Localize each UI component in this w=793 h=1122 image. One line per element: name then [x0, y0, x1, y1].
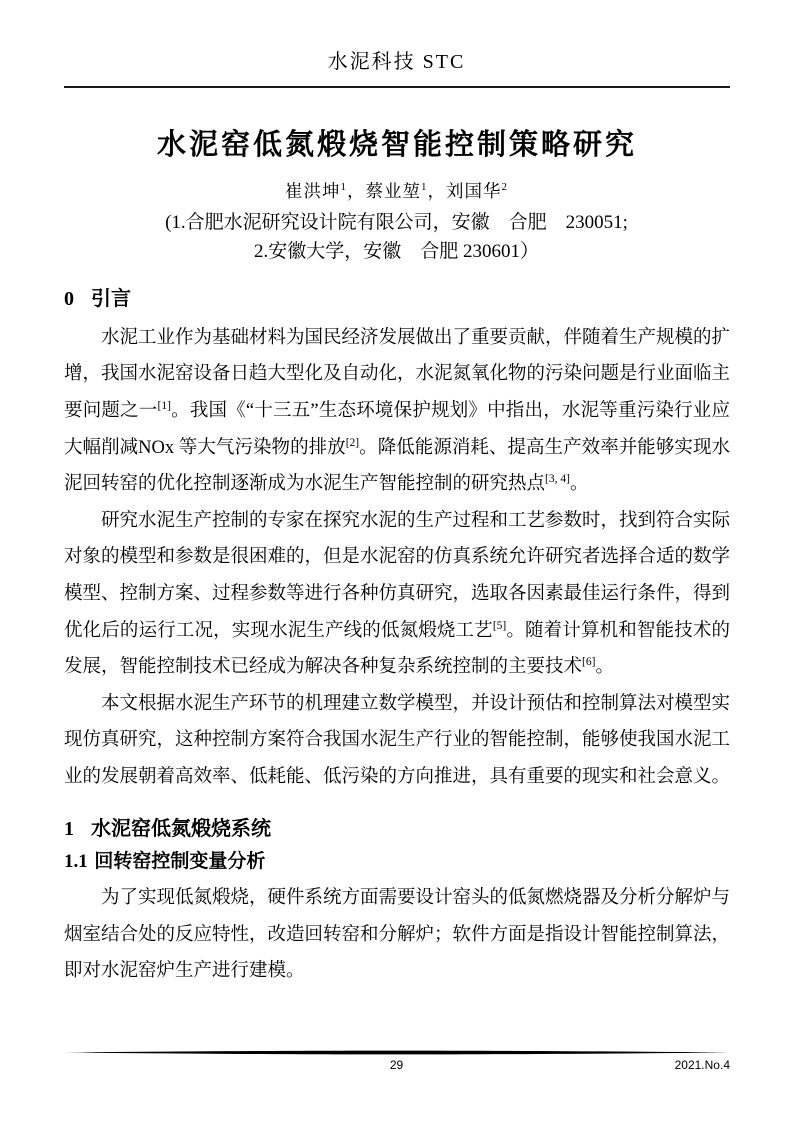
paragraph-intro-1 [64, 320, 730, 503]
text-segment: ， [427, 180, 446, 201]
text-segment: 刘国华 [446, 180, 502, 201]
paragraph-intro-2 [64, 503, 730, 686]
reference-superscript: [6] [582, 655, 596, 668]
footer-divider [63, 1050, 730, 1055]
section-number: 0 [64, 287, 74, 310]
page-footer [63, 1050, 730, 1072]
text-segment: 。 [595, 657, 614, 678]
text-segment: 崔洪坤 [285, 180, 341, 201]
paragraph-section1-1 [64, 880, 730, 990]
text-segment: 水泥工业作为基础材料为国民经济发展做出了重要贡献，伴随着生产规模的扩增，我国水泥窑设备日趋大型化及自动化，水泥氮氧化物的污染问题是行业面临主要问题之一 [64, 327, 731, 421]
subsection-number: 1.1 [64, 850, 88, 872]
authors-line [0, 178, 793, 203]
reference-superscript: [3, 4] [545, 473, 570, 486]
section-heading-0 [64, 286, 730, 312]
text-segment: 为了实现低氮煅烧，硬件系统方面需要设计窑头的低氮燃烧器及分析分解炉与烟室结合处的反应特性，改造回转窑和分解炉；软件方面是指设计智能控制算法，即对水泥窑炉生产进行建模。 [64, 888, 731, 982]
affiliation-line-2: 2.安徽大学，安徽 合肥 230601） [253, 240, 539, 262]
issue-label: 2021.No.4 [674, 1058, 730, 1072]
text-segment: 。降低能源消耗、提高生产效率并能够实现水泥回转窑的优化控制逐渐成为水泥生产智能控制的研究热点 [64, 437, 730, 495]
text-segment: 本文根据水泥生产环节的机理建立数学模型，并设计预估和控制算法对模型实现仿真研究，这种控制方案符合我国水泥生产行业的智能控制，能够使我国水泥工业的发展朝着高效率、低耗能、低污染的方向推进，具有重要的现实和社会意义。 [64, 693, 731, 787]
section-title: 引言 [91, 287, 131, 310]
reference-superscript: [2] [345, 436, 360, 449]
reference-superscript: [5] [492, 619, 507, 632]
journal-header [0, 0, 793, 74]
text-segment: 。 [569, 474, 589, 495]
reference-superscript: [1] [157, 399, 171, 412]
section-heading-1 [64, 816, 730, 842]
affiliations [0, 208, 793, 266]
text-segment: 。我国《“十三五”生态环境保护规划》中指出，水泥等重污染行业应大幅削减NOx 等大气污染物的排放 [64, 400, 730, 458]
reference-superscript: 2 [501, 180, 508, 193]
journal-title: 水泥科技 STC [327, 51, 466, 73]
paragraph-intro-3 [64, 686, 730, 796]
footer-row [63, 1058, 730, 1072]
text-segment: 。随着计算机和智能技术的发展，智能控制技术已经成为解决各种复杂系统控制的主要技术 [64, 620, 730, 678]
subsection-title: 回转窑控制变量分析 [94, 850, 266, 872]
page-number: 29 [389, 1058, 404, 1072]
text-segment: 研究水泥生产控制的专家在探究水泥的生产过程和工艺参数时，找到符合实际对象的模型和参数是很困难的，但是水泥窑的仿真系统允许研究者选择合适的数学模型、控制方案、过程参数等进行各种仿真研究，选取各因素最佳运行条件，得到优化后的运行工况，实现水泥生产线的低氮煅烧工艺 [64, 510, 731, 641]
reference-superscript: 1 [340, 180, 347, 193]
article-title: 水泥窑低氮煅烧智能控制策略研究 [156, 129, 637, 161]
header-divider [64, 86, 730, 88]
section-title: 水泥窑低氮煅烧系统 [91, 817, 271, 840]
text-segment: ， [347, 180, 366, 201]
reference-superscript: 1 [421, 180, 428, 193]
text-segment: 蔡业堃 [365, 180, 421, 201]
section-number: 1 [64, 817, 74, 840]
affiliation-line-1: (1.合肥水泥研究设计院有限公司，安徽 合肥 230051; [165, 211, 628, 233]
subsection-heading-1-1 [64, 850, 730, 875]
